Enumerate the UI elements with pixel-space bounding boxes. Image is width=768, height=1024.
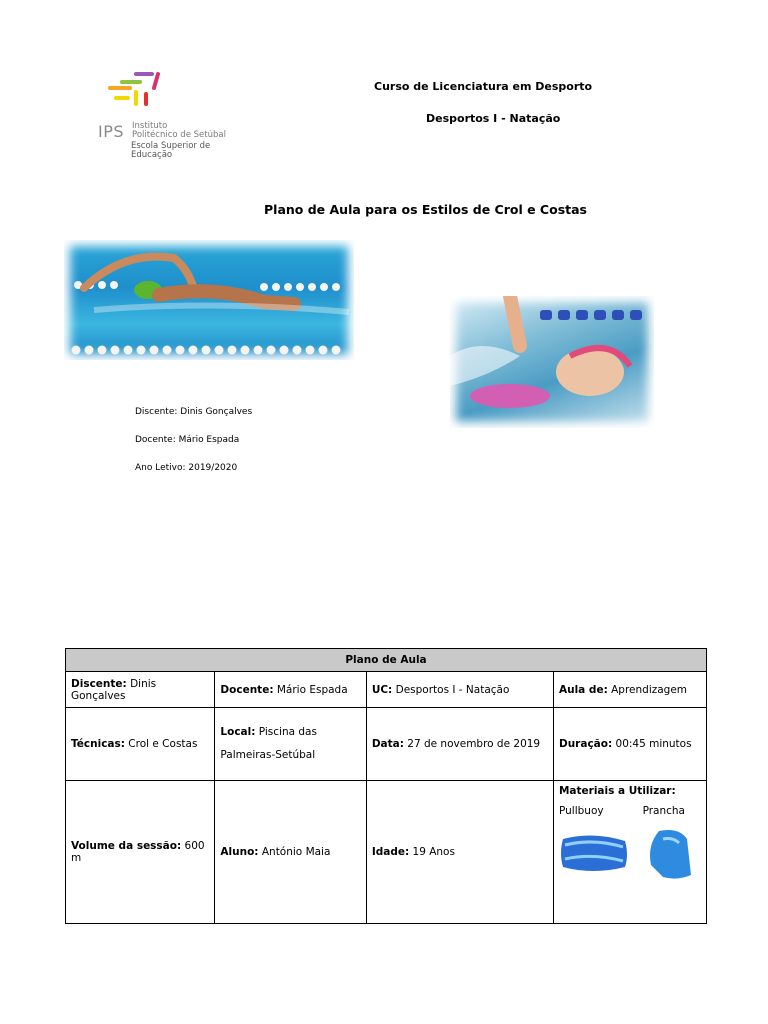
cell-materiais	[553, 781, 706, 924]
pullbuoy-icon	[561, 835, 627, 871]
cell-aluno: Aluno: António Maia	[215, 781, 366, 924]
table-row	[66, 672, 707, 708]
cell-data: Data: 27 de novembro de 2019	[366, 708, 553, 781]
material-prancha-label: Prancha	[642, 805, 685, 817]
cell-tecnicas: Técnicas: Crol e Costas	[66, 708, 215, 781]
cell-duracao: Duração: 00:45 minutos	[553, 708, 706, 781]
table-heading: Plano de Aula	[66, 649, 707, 672]
info-docente: Docente: Mário Espada	[135, 435, 240, 445]
crawl-swimmer-illustration	[64, 240, 354, 360]
lesson-plan-table	[65, 648, 707, 924]
cell-docente: Docente: Mário Espada	[215, 672, 366, 708]
info-discente: Discente: Dinis Gonçalves	[135, 407, 253, 417]
logo-school-line2: Educação	[131, 150, 173, 160]
crawl-swimmer-photo	[64, 240, 354, 360]
course-title: Curso de Licenciatura em Desporto	[374, 80, 593, 93]
table-row	[66, 708, 707, 781]
material-pullbuoy-label: Pullbuoy	[558, 805, 604, 817]
page-title: Plano de Aula para os Estilos de Crol e Costas	[264, 202, 587, 217]
logo-school-line1: Escola Superior de	[131, 141, 211, 151]
cell-idade: Idade: 19 Anos	[366, 781, 553, 924]
backstroke-swimmer-photo	[450, 296, 654, 428]
cell-uc: UC: Desportos I - Natação	[366, 672, 553, 708]
materiais-label: Materiais a Utilizar:	[558, 785, 676, 797]
cell-local: Local: Piscina das Palmeiras-Setúbal	[215, 708, 366, 781]
materials-illustration	[559, 825, 701, 883]
cell-volume: Volume da sessão: 600 m	[66, 781, 215, 924]
cell-discente: Discente: Dinis Gonçalves	[66, 672, 215, 708]
backstroke-swimmer-illustration	[450, 296, 654, 428]
logo-institute-line1: Instituto	[132, 121, 168, 131]
cell-aula: Aula de: Aprendizagem	[553, 672, 706, 708]
table-header-row	[66, 649, 707, 672]
logo-institute-line2: Politécnico de Setúbal	[132, 130, 226, 140]
materiais-list	[559, 805, 701, 817]
table-row	[66, 781, 707, 924]
kickboard-icon	[650, 830, 691, 879]
subject-title: Desportos I - Natação	[426, 112, 561, 125]
logo-abbr: IPS	[98, 122, 125, 141]
info-ano-letivo: Ano Letivo: 2019/2020	[135, 463, 238, 473]
